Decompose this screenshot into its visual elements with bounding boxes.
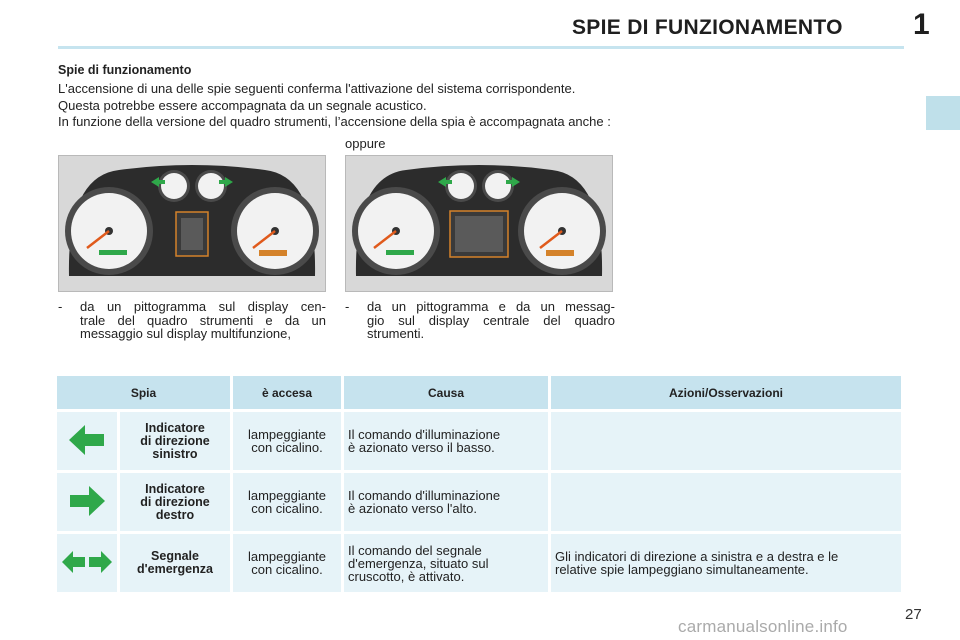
chapter-number: 1 bbox=[913, 8, 930, 41]
caption-line: gio sul display centrale del quadro bbox=[367, 312, 615, 328]
caption-line: da un pittogramma sul display cen- bbox=[80, 299, 326, 314]
lamp-state: lampeggiante con cicalino. bbox=[233, 473, 341, 531]
table-row bbox=[57, 473, 901, 531]
lamp-cause: Il comando del segnale d'emergenza, situato sul cruscotto, è attivato. bbox=[344, 534, 548, 592]
caption-line: trale del quadro strumenti e da un bbox=[80, 312, 326, 328]
section-title: Spie di funzionamento bbox=[58, 63, 192, 77]
lamp-name: Indicatore di direzione sinistro bbox=[120, 412, 230, 470]
intro-line: Questa potrebbe essere accompagnata da un segnale acustico. bbox=[58, 97, 427, 113]
table-header-row bbox=[57, 376, 901, 409]
header-azioni: Azioni/Osservazioni bbox=[551, 376, 901, 409]
header-causa: Causa bbox=[344, 376, 548, 409]
lamp-name: Segnale d'emergenza bbox=[120, 534, 230, 592]
caption-dash: - bbox=[58, 299, 63, 314]
cluster-image-large-display bbox=[345, 155, 613, 292]
lamp-action: Gli indicatori di direzione a sinistra e a destra e le relative spie lampeggiano simultaneamente. bbox=[551, 534, 901, 592]
intro-line: L'accensione di una delle spie seguenti conferma l'attivazione del sistema corrispondente. bbox=[58, 81, 576, 96]
caption-line: da un pittogramma e da un messag- bbox=[367, 299, 615, 314]
lamp-state: lampeggiante con cicalino. bbox=[233, 534, 341, 592]
page-title: SPIE DI FUNZIONAMENTO bbox=[572, 16, 843, 39]
lamp-action bbox=[551, 412, 901, 470]
lamp-cause: Il comando d'illuminazione è azionato verso il basso. bbox=[344, 412, 548, 470]
header-spia: Spia bbox=[57, 376, 230, 409]
lamp-name: Indicatore di direzione destro bbox=[120, 473, 230, 531]
caption-dash: - bbox=[345, 299, 350, 314]
caption-line: messaggio sul display multifunzione, bbox=[80, 326, 291, 341]
lamp-cause: Il comando d'illuminazione è azionato verso l'alto. bbox=[344, 473, 548, 531]
warning-lamps-table bbox=[54, 373, 904, 595]
caption-line: strumenti. bbox=[367, 326, 425, 341]
table-row bbox=[57, 412, 901, 470]
header-e-accesa: è accesa bbox=[233, 376, 341, 409]
caption-small-display bbox=[58, 300, 326, 341]
intro-paragraph bbox=[58, 81, 611, 131]
page-number: 27 bbox=[905, 606, 922, 623]
caption-large-display bbox=[345, 300, 615, 341]
chapter-tab bbox=[926, 96, 960, 130]
left-arrow-icon bbox=[57, 412, 117, 470]
lamp-state: lampeggiante con cicalino. bbox=[233, 412, 341, 470]
cluster-image-small-display bbox=[58, 155, 326, 292]
table-row bbox=[57, 534, 901, 592]
lamp-action bbox=[551, 473, 901, 531]
watermark: carmanualsonline.info bbox=[678, 617, 848, 636]
right-arrow-icon bbox=[57, 473, 117, 531]
intro-line: In funzione della versione del quadro strumenti, l’accensione della spia è accompagnata anche : bbox=[58, 114, 611, 129]
header-rule bbox=[58, 46, 904, 49]
oppure-label: oppure bbox=[345, 136, 386, 151]
hazard-arrows-icon bbox=[57, 534, 117, 592]
